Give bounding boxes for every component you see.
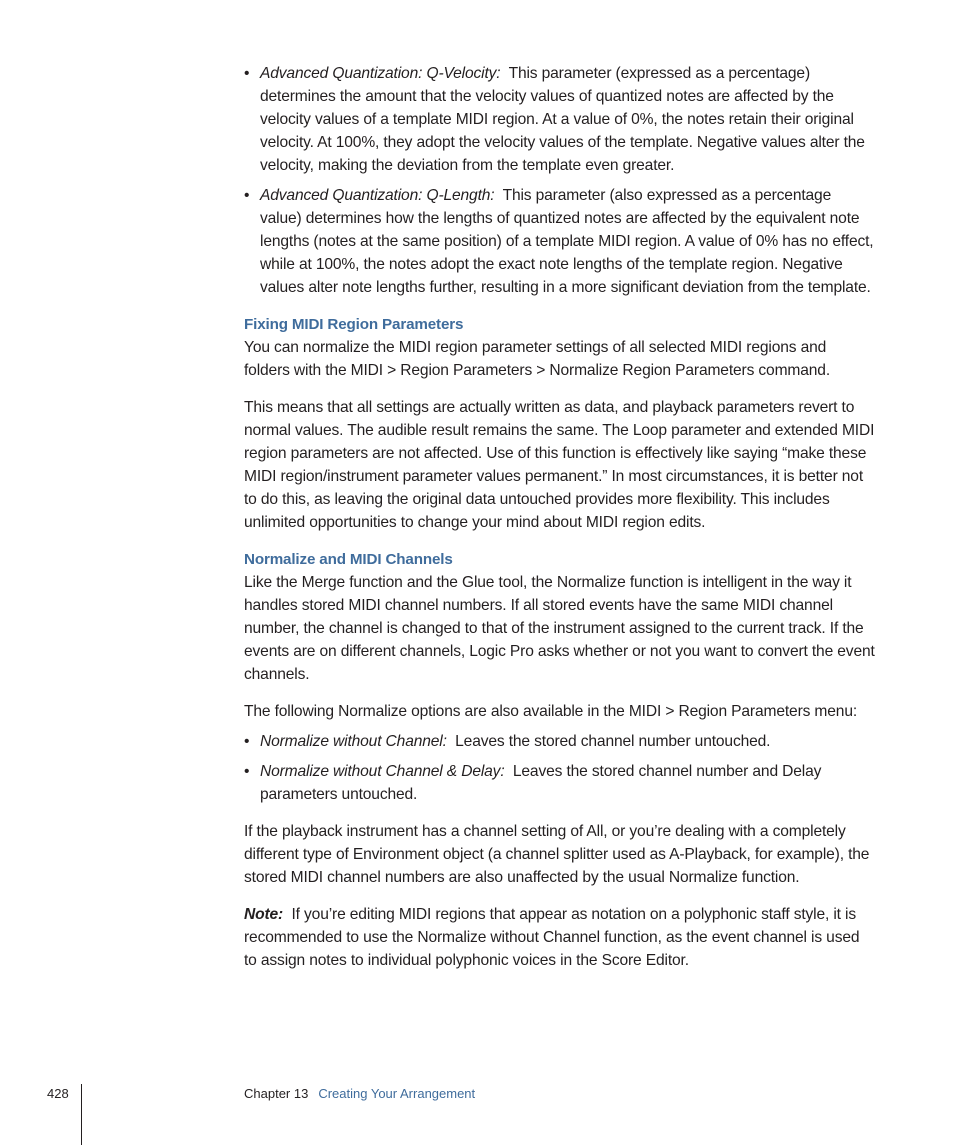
paragraph: You can normalize the MIDI region parameter settings of all selected MIDI regions and folders with the MIDI > Region Parameters > Normalize Region Parameters command. (244, 339, 831, 379)
list-item (244, 184, 876, 299)
footer-divider (81, 1084, 82, 1145)
section-heading: Fixing MIDI Region Parameters (244, 316, 464, 333)
paragraph: This means that all settings are actually written as data, and playback parameters revert to normal values. The audible result remains the same. The Loop parameter and extended MIDI region parameters are not affected. Use of this function is effectively like saying “make these MIDI region/instrument parameter values permanent.” In most circumstances, it is better not to do this, as leaving the original data untouched provides more flexibility. This includes unlimited opportunities to change your mind about MIDI region edits. (244, 399, 875, 531)
note-text: If you’re editing MIDI regions that appear as notation on a polyphonic staff style, it is recommended to use the Normalize without Channel function, as the event channel is used to assign notes to individual polyphonic voices in the Score Editor. (244, 906, 860, 969)
paragraph: Like the Merge function and the Glue tool, the Normalize function is intelligent in the way it handles stored MIDI channel numbers. If all stored events have the same MIDI channel number, the channel is changed to that of the instrument assigned to the current track. If the events are on different channels, Logic Pro asks whether or not you want to convert the event channels. (244, 574, 875, 683)
list-item-text: This parameter (also expressed as a percentage value) determines how the lengths of quantized notes are affected by the equivalent note lengths (notes at the same position) of a template MIDI region. A value of 0% has no effect, while at 100%, the notes adopt the exact note lengths of the template region. Negative values alter note lengths further, resulting in a more significant deviation from the template. (260, 187, 874, 296)
section-heading: Normalize and MIDI Channels (244, 551, 453, 568)
list-item (244, 62, 876, 177)
note-label: Note: (244, 906, 284, 923)
chapter-title: Creating Your Arrangement (318, 1086, 476, 1101)
paragraph: The following Normalize options are also available in the MIDI > Region Parameters menu: (244, 703, 858, 720)
footer-chapter (244, 1086, 475, 1101)
list-item (244, 760, 876, 806)
chapter-label: Chapter 13 (244, 1086, 309, 1101)
list-item-text: Leaves the stored channel number and Delay parameters untouched. (260, 763, 822, 803)
list-item-text: This parameter (expressed as a percentage) determines the amount that the velocity values of quantized notes are affected by the velocity values of a template MIDI region. At a value of 0%, the notes retain their original velocity. At 100%, they adopt the velocity values of the template. Negative values alter the velocity, making the deviation from the template even greater. (260, 65, 865, 174)
bullet-marker: • (244, 65, 250, 82)
list-item-term: Normalize without Channel: (260, 733, 447, 750)
list-item-term: Normalize without Channel & Delay: (260, 763, 505, 780)
list-item (244, 730, 876, 753)
bullet-marker: • (244, 733, 250, 750)
list-item-term: Advanced Quantization: Q-Length: (260, 187, 495, 204)
list-item-text: Leaves the stored channel number untouched. (455, 733, 771, 750)
page-body (244, 62, 876, 986)
page-number: 428 (47, 1086, 69, 1101)
paragraph: If the playback instrument has a channel setting of All, or you’re dealing with a completely different type of Environment object (a channel splitter used as A-Playback, for example), the stored MIDI channel numbers are also unaffected by the usual Normalize function. (244, 823, 870, 886)
bullet-marker: • (244, 763, 250, 780)
list-item-term: Advanced Quantization: Q-Velocity: (260, 65, 501, 82)
note-paragraph (244, 903, 876, 972)
bullet-marker: • (244, 187, 250, 204)
